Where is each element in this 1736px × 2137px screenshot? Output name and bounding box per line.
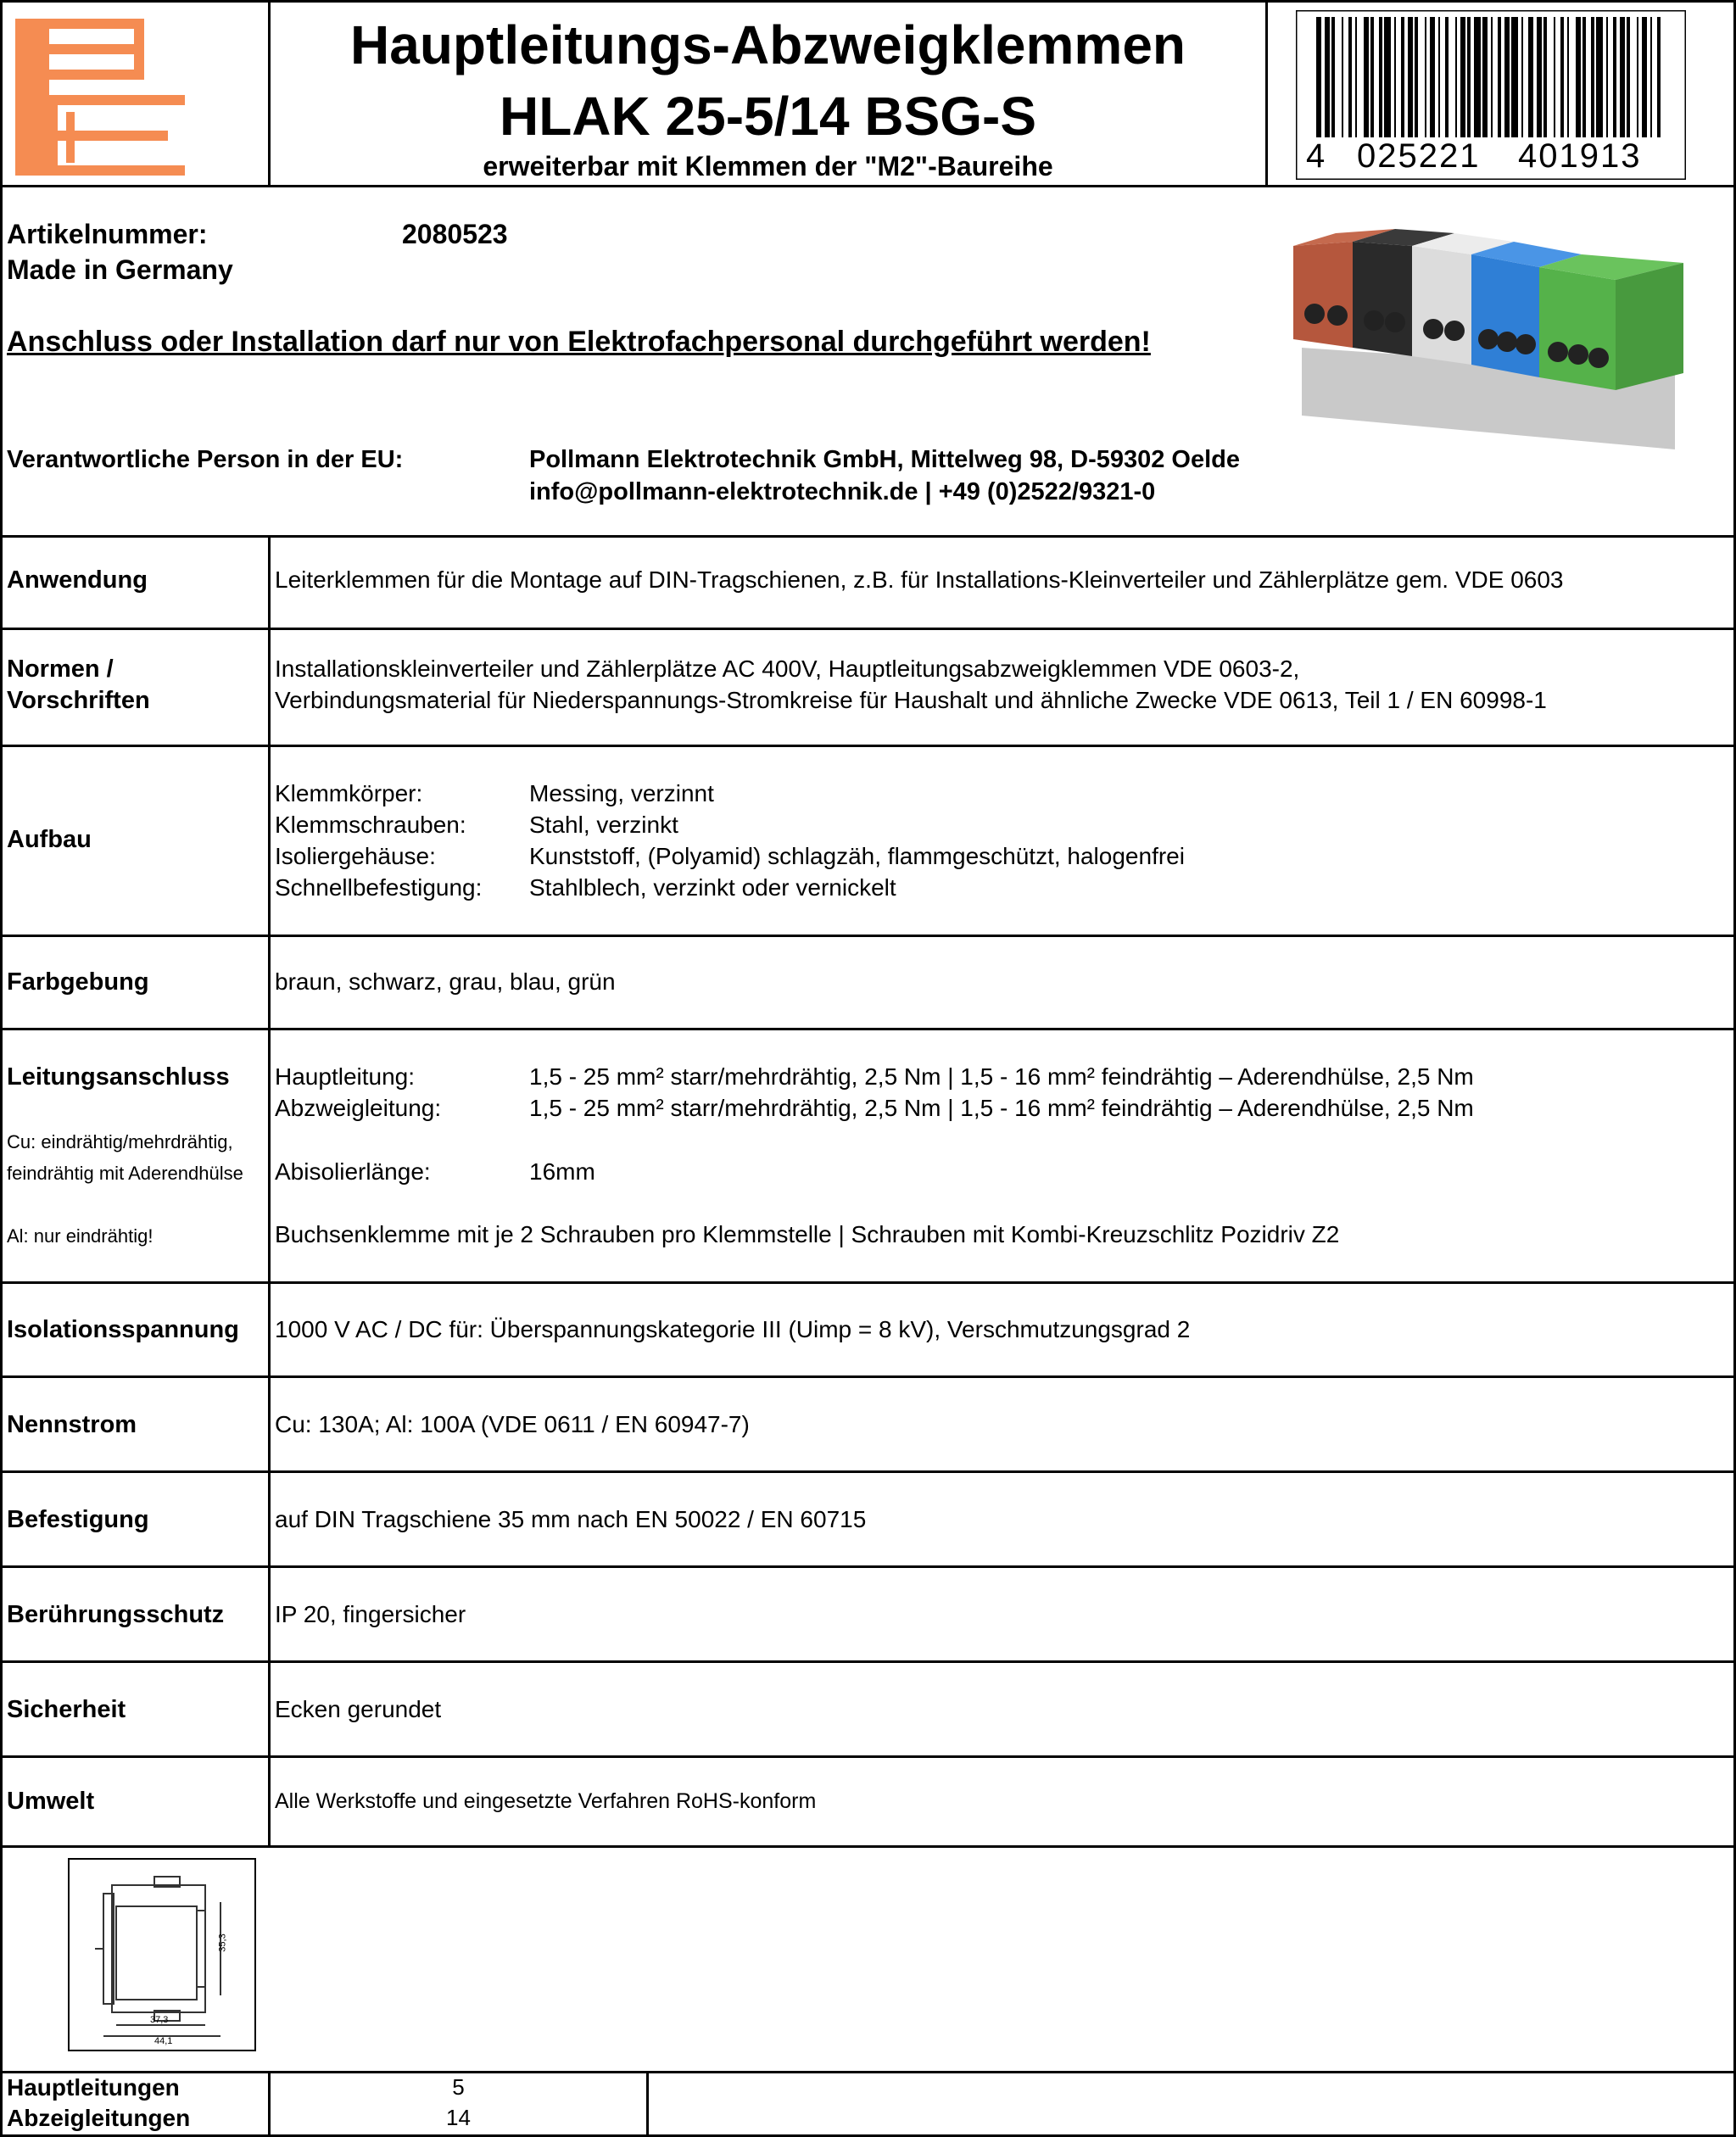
article-label: Artikelnummer: [7, 219, 208, 249]
row-value-isolationsspannung: 1000 V AC / DC für: Überspannungskategorie III (Uimp = 8 kV), Verschmutzungsgrad 2 [275, 1316, 1191, 1342]
note-cu-1: Cu: eindrähtig/mehrdrähtig, [7, 1131, 233, 1152]
barcode-digit-first: 4 [1306, 137, 1326, 175]
row-value-farbgebung: braun, schwarz, grau, blau, grün [275, 968, 616, 995]
aufbau-key-2: Klemmschrauben: [275, 812, 466, 838]
company-logo [15, 19, 193, 176]
article-number: 2080523 [402, 219, 508, 249]
row-label-sicherheit: Sicherheit [7, 1696, 126, 1723]
footer-label-abzweig: Abzeigleitungen [7, 2105, 191, 2131]
product-name: HLAK 25-5/14 BSG-S [499, 86, 1037, 147]
aufbau-value-1: Messing, verzinnt [529, 780, 714, 806]
barcode [1296, 10, 1686, 180]
footer-value-haupt: 5 [452, 2074, 465, 2100]
abzweig-value: 1,5 - 25 mm² starr/mehrdrähtig, 2,5 Nm | 1,5 - 16 mm² feindrähtig – Aderendhülse, 2,5 Nm [529, 1095, 1474, 1121]
dimension-drawing [68, 1858, 256, 2051]
aufbau-key-4: Schnellbefestigung: [275, 874, 483, 901]
aufbau-value-2: Stahl, verzinkt [529, 812, 678, 838]
responsible-label: Verantwortliche Person in der EU: [7, 446, 404, 473]
safety-warning: Anschluss oder Installation darf nur von Elektrofachpersonal durchgeführt werden! [7, 326, 1151, 358]
abzweig-key: Abzweigleitung: [275, 1095, 442, 1121]
row-label-leitungsanschluss: Leitungsanschluss [7, 1063, 230, 1091]
dim-height: 35,3 [217, 1933, 228, 1952]
made-in: Made in Germany [7, 254, 233, 285]
responsible-address: Pollmann Elektrotechnik GmbH, Mittelweg 98, D-59302 Oelde [529, 446, 1241, 473]
abisolier-key: Abisolierlänge: [275, 1158, 431, 1185]
row-label-nennstrom: Nennstrom [7, 1411, 137, 1438]
row-label-beruehrungsschutz: Berührungsschutz [7, 1601, 225, 1628]
row-value-nennstrom: Cu: 130A; Al: 100A (VDE 0611 / EN 60947-7) [275, 1411, 750, 1437]
buchsen-text: Buchsenklemme mit je 2 Schrauben pro Klemmstelle | Schrauben mit Kombi-Kreuzschlitz Pozidriv Z2 [275, 1221, 1340, 1247]
footer-label-haupt: Hauptleitungen [7, 2074, 180, 2101]
row-label-befestigung: Befestigung [7, 1506, 149, 1533]
row-value-beruehrungsschutz: IP 20, fingersicher [275, 1601, 466, 1627]
aufbau-key-1: Klemmkörper: [275, 780, 423, 806]
row-label-anwendung: Anwendung [7, 566, 148, 594]
row-label-umwelt: Umwelt [7, 1788, 95, 1815]
row-value-sicherheit: Ecken gerundet [275, 1696, 442, 1722]
note-al: Al: nur eindrähtig! [7, 1225, 154, 1247]
barcode-digits-left: 025221 [1357, 137, 1481, 175]
product-image [1285, 220, 1700, 449]
note-cu-2: feindrähtig mit Aderendhülse [7, 1163, 243, 1184]
row-label-aufbau: Aufbau [7, 826, 92, 853]
row-value-umwelt: Alle Werkstoffe und eingesetzte Verfahren RoHS-konform [275, 1789, 817, 1813]
page-subtitle: erweiterbar mit Klemmen der "M2"-Baureihe [483, 151, 1053, 181]
aufbau-value-4: Stahlblech, verzinkt oder vernickelt [529, 874, 896, 901]
haupt-key: Hauptleitung: [275, 1063, 416, 1090]
row-value-normen-1: Installationskleinverteiler und Zählerplätze AC 400V, Hauptleitungsabzweigklemmen VDE 0603-2, [275, 656, 1300, 682]
abisolier-value: 16mm [529, 1158, 595, 1185]
dim-inner: 37,3 [150, 2015, 169, 2025]
row-label-farbgebung: Farbgebung [7, 968, 149, 996]
aufbau-value-3: Kunststoff, (Polyamid) schlagzäh, flammgeschützt, halogenfrei [529, 843, 1185, 869]
row-value-anwendung: Leiterklemmen für die Montage auf DIN-Tragschienen, z.B. für Installations-Kleinverteiler und Zählerplätze gem. VDE 0603 [275, 566, 1564, 593]
row-value-befestigung: auf DIN Tragschiene 35 mm nach EN 50022 / EN 60715 [275, 1506, 867, 1532]
dim-outer: 44,1 [154, 2036, 173, 2046]
row-label-isolationsspannung: Isolationsspannung [7, 1316, 239, 1343]
row-label-normen-2: Vorschriften [7, 687, 150, 714]
haupt-value: 1,5 - 25 mm² starr/mehrdrähtig, 2,5 Nm | 1,5 - 16 mm² feindrähtig – Aderendhülse, 2,5 Nm [529, 1063, 1474, 1090]
aufbau-key-3: Isoliergehäuse: [275, 843, 436, 869]
responsible-contact: info@pollmann-elektrotechnik.de | +49 (0)2522/9321-0 [529, 478, 1156, 505]
footer-value-abzweig: 14 [446, 2105, 471, 2130]
barcode-digits-right: 401913 [1518, 137, 1642, 175]
row-value-normen-2: Verbindungsmaterial für Niederspannungs-Stromkreise für Haushalt und ähnliche Zwecke VDE 0613, Teil 1 / EN 60998-1 [275, 687, 1547, 713]
page-title: Hauptleitungs-Abzweigklemmen [350, 14, 1186, 75]
row-label-normen-1: Normen / [7, 656, 114, 683]
